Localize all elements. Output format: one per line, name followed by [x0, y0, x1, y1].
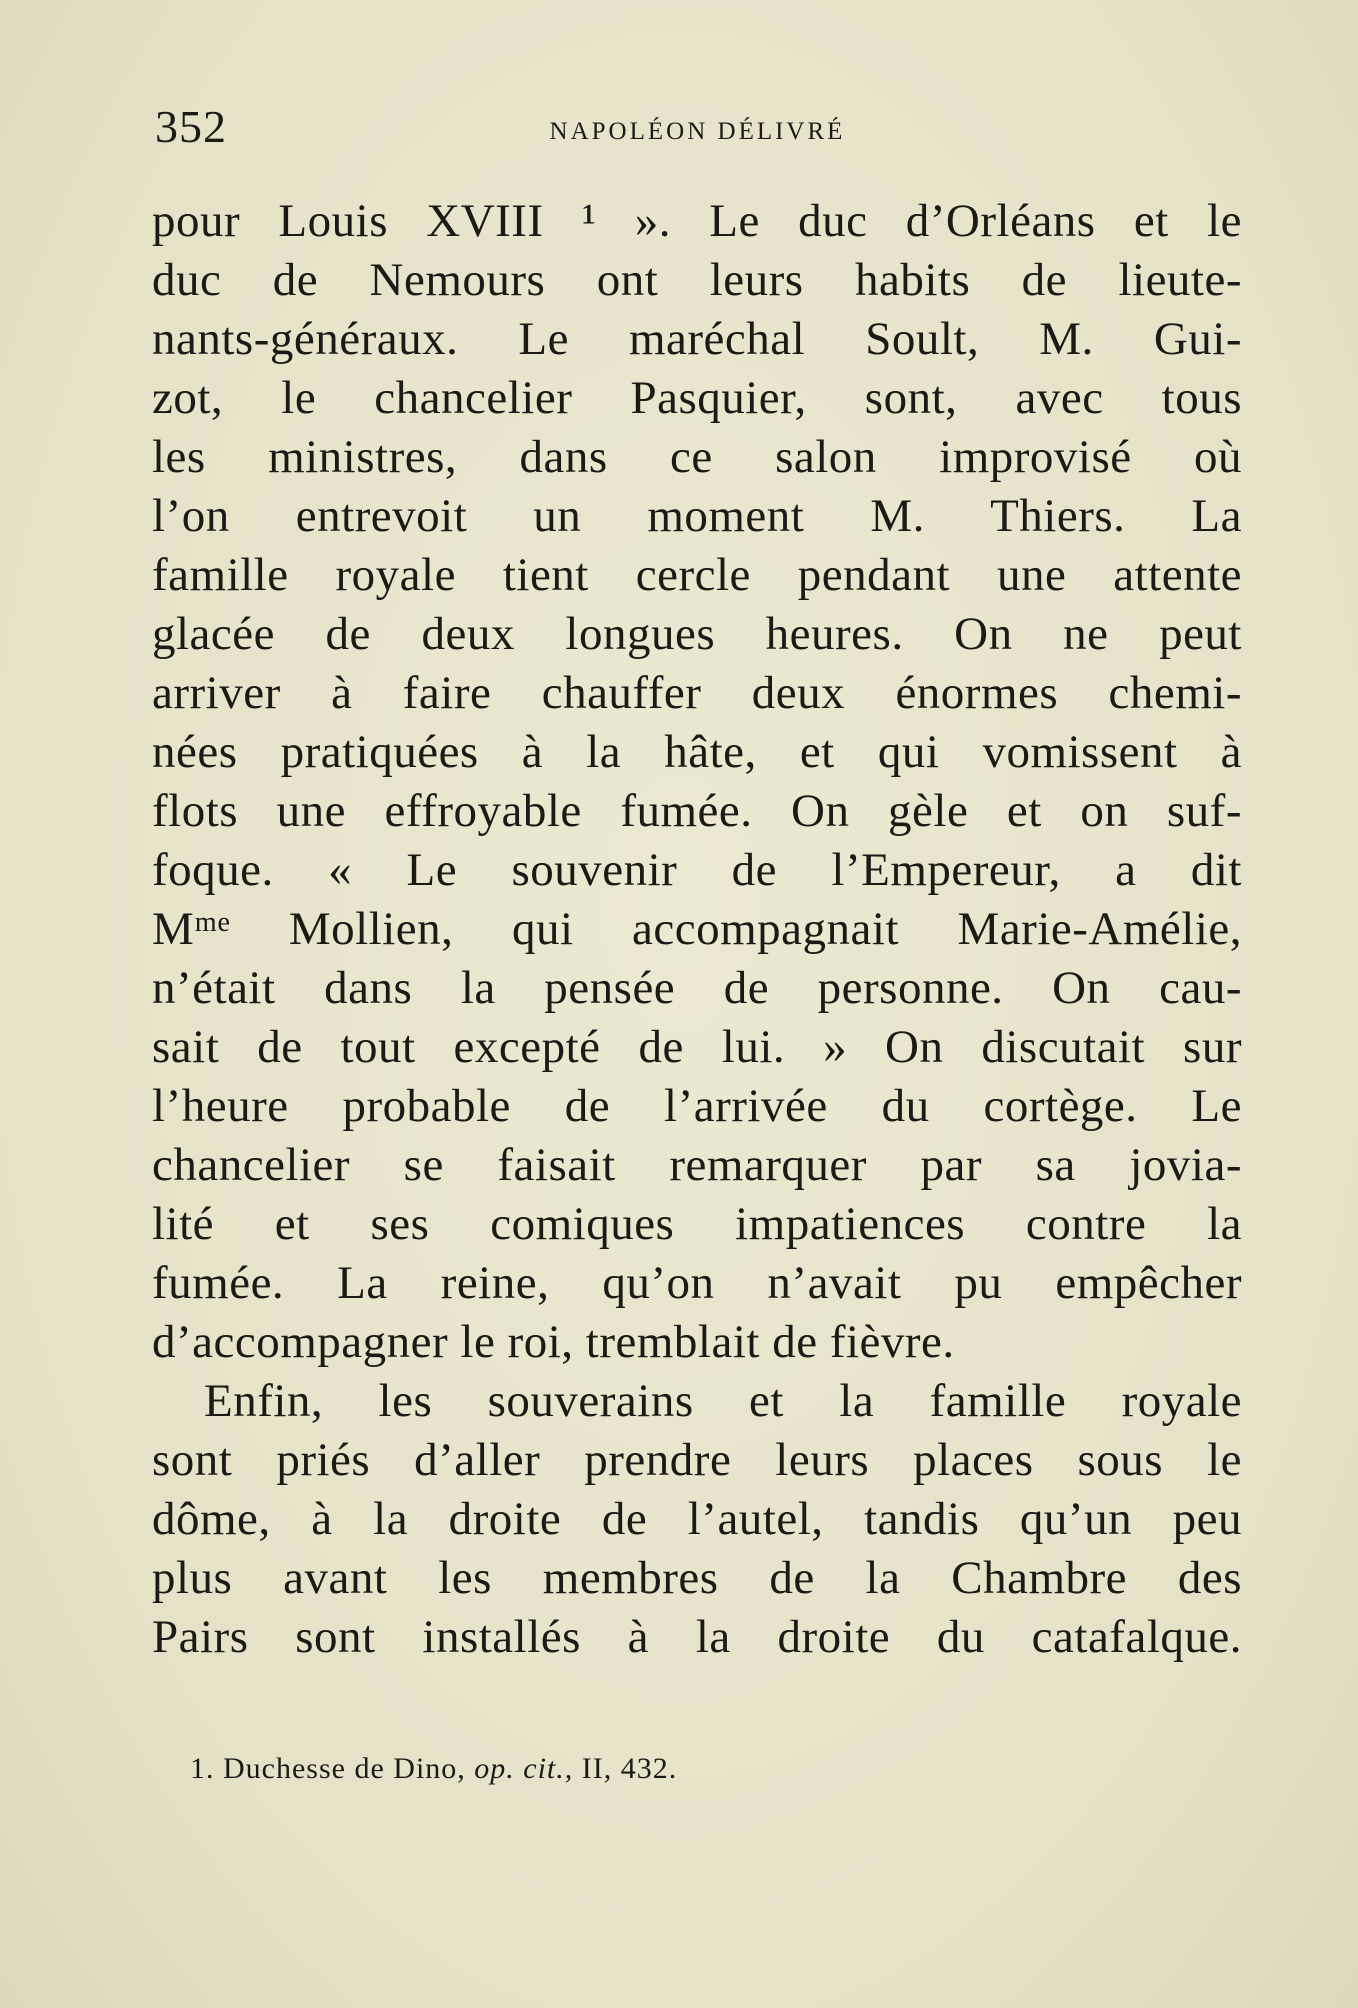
- text-line: pour Louis XVIII ¹ ». Le duc d’Orléans et le: [152, 195, 1242, 247]
- page-header: [155, 100, 1240, 160]
- text-line-paragraph-start: Enfin, les souverains et la famille royale: [204, 1375, 1242, 1427]
- text-line: nées pratiquées à la hâte, et qui vomissent à: [152, 726, 1242, 778]
- page-number: 352: [155, 101, 227, 152]
- text-line: Mᵐᵉ Mollien, qui accompagnait Marie-Amélie,: [152, 903, 1242, 955]
- footnote-location: II, 432.: [581, 1752, 678, 1785]
- footnote-reference: op. cit.,: [474, 1752, 574, 1785]
- text-line: fumée. La reine, qu’on n’avait pu empêcher: [152, 1257, 1242, 1309]
- body-text: [152, 192, 1242, 1667]
- text-line: arriver à faire chauffer deux énormes chemi-: [152, 667, 1242, 719]
- text-line: l’heure probable de l’arrivée du cortège. Le: [152, 1080, 1242, 1132]
- text-line: foque. « Le souvenir de l’Empereur, a dit: [152, 844, 1242, 896]
- text-line-paragraph-end: d’accompagner le roi, tremblait de fièvre.: [152, 1316, 955, 1368]
- text-line: duc de Nemours ont leurs habits de lieute-: [152, 254, 1242, 306]
- text-line: sait de tout excepté de lui. » On discutait sur: [152, 1021, 1242, 1073]
- text-line: zot, le chancelier Pasquier, sont, avec tous: [152, 372, 1242, 424]
- footnote: [190, 1752, 677, 1786]
- text-line: famille royale tient cercle pendant une attente: [152, 549, 1242, 601]
- text-line: l’on entrevoit un moment M. Thiers. La: [152, 490, 1242, 542]
- text-line: lité et ses comiques impatiences contre la: [152, 1198, 1242, 1250]
- text-line: flots une effroyable fumée. On gèle et on suf-: [152, 785, 1242, 837]
- footnote-author: Duchesse de Dino,: [223, 1752, 466, 1785]
- text-line: glacée de deux longues heures. On ne peut: [152, 608, 1242, 660]
- running-title: NAPOLÉON DÉLIVRÉ: [549, 118, 846, 145]
- text-line: nants-généraux. Le maréchal Soult, M. Gui-: [152, 313, 1242, 365]
- text-line: sont priés d’aller prendre leurs places sous le: [152, 1434, 1242, 1486]
- text-line: dôme, à la droite de l’autel, tandis qu’un peu: [152, 1493, 1242, 1545]
- text-line: plus avant les membres de la Chambre des: [152, 1552, 1242, 1604]
- text-line: Pairs sont installés à la droite du catafalque.: [152, 1611, 1242, 1663]
- text-line: chancelier se faisait remarquer par sa jovia-: [152, 1139, 1242, 1191]
- text-line: n’était dans la pensée de personne. On cau-: [152, 962, 1242, 1014]
- text-line: les ministres, dans ce salon improvisé où: [152, 431, 1242, 483]
- footnote-marker: 1.: [190, 1752, 215, 1785]
